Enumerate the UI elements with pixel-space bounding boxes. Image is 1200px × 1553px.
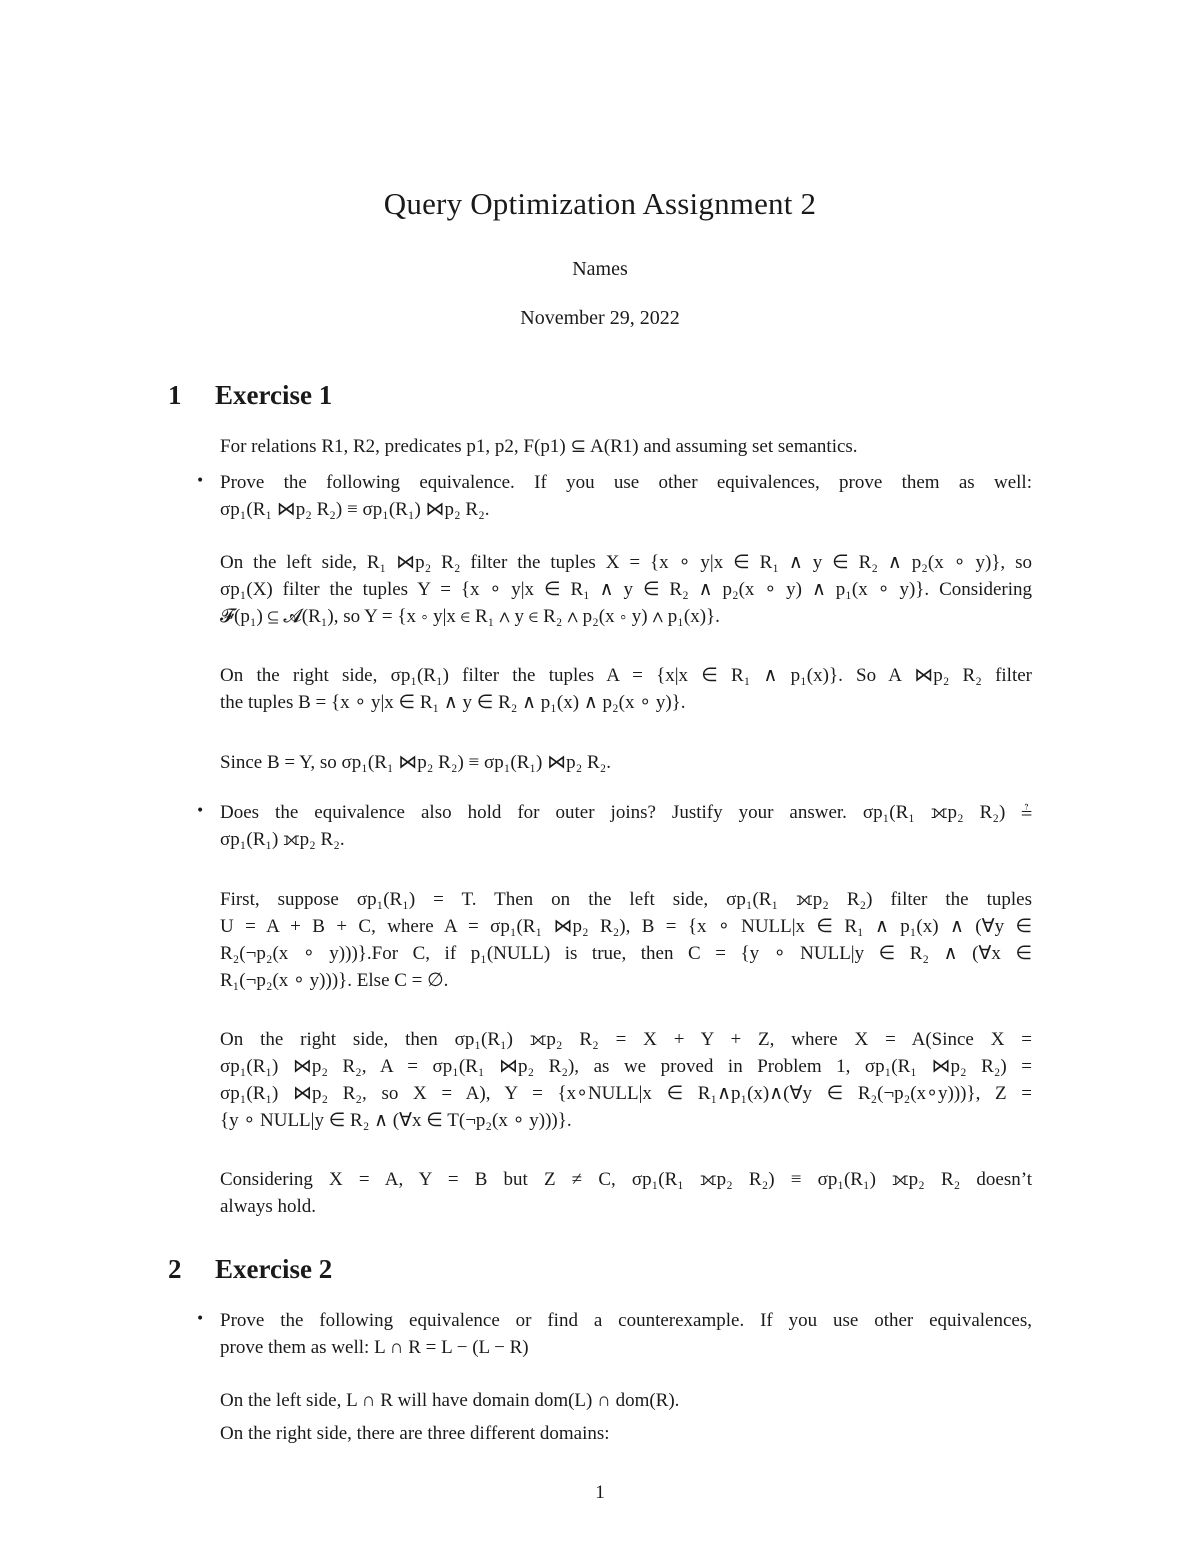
- ex1-para-1-line-1: On the left side, R₁ ⋈p₂ R₂ filter the tuples X = {x ∘ y|x ∈ R₁ ∧ y ∈ R₂ ∧ p₂(x ∘ y)}, so: [220, 552, 1032, 573]
- bullet-marker: •: [196, 473, 205, 489]
- section-heading-2: [168, 1254, 332, 1285]
- ex1-para-5-line-3: σp₁(R₁) ⋈p₂ R₂, so X = A), Y = {x∘NULL|x ∈ R₁∧p₁(x)∧(∀y ∈ R₂(¬p₂(x∘y)))}, Z =: [220, 1083, 1032, 1104]
- ex1-para-2-line-2: the tuples B = {x ∘ y|x ∈ R₁ ∧ y ∈ R₂ ∧ p₁(x) ∧ p₂(x ∘ y)}.: [220, 692, 686, 713]
- section-heading-1: [168, 380, 332, 411]
- bullet-marker: •: [196, 1311, 205, 1327]
- date-line: November 29, 2022: [520, 307, 680, 329]
- ex2-para-2: On the right side, there are three different domains:: [220, 1423, 610, 1444]
- section-title: Exercise 1: [215, 380, 333, 410]
- ex2-para-1: On the left side, L ∩ R will have domain dom(L) ∩ dom(R).: [220, 1390, 680, 1411]
- ex1-para-5-line-2: σp₁(R₁) ⋈p₂ R₂, A = σp₁(R₁ ⋈p₂ R₂), as we proved in Problem 1, σp₁(R₁ ⋈p₂ R₂) =: [220, 1056, 1032, 1077]
- ex2-bullet-1-line-2: prove them as well: L ∩ R = L − (L − R): [220, 1337, 529, 1358]
- ex1-bullet-1-line-1: Prove the following equivalence. If you use other equivalences, prove them as well:: [220, 472, 1032, 493]
- section-number: 1: [168, 380, 182, 410]
- ex1-bullet-2-line-1: Does the equivalence also hold for outer joins? Justify your answer. σp₁(R₁ ⟗p₂ R₂) ≟: [220, 802, 1032, 823]
- ex1-para-2-line-1: On the right side, σp₁(R₁) filter the tuples A = {x|x ∈ R₁ ∧ p₁(x)}. So A ⋈p₂ R₂ filter: [220, 665, 1032, 686]
- author-line: Names: [572, 258, 628, 280]
- ex1-para-4-line-1: First, suppose σp₁(R₁) = T. Then on the left side, σp₁(R₁ ⟗p₂ R₂) filter the tuples: [220, 889, 1032, 910]
- exercise-1-intro: For relations R1, R2, predicates p1, p2, F(p1) ⊆ A(R1) and assuming set semantics.: [220, 436, 858, 457]
- ex1-para-1-line-2: σp₁(X) filter the tuples Y = {x ∘ y|x ∈ R₁ ∧ y ∈ R₂ ∧ p₂(x ∘ y) ∧ p₁(x ∘ y)}. Considering: [220, 579, 1032, 600]
- ex1-bullet-2-line-2: σp₁(R₁) ⟗p₂ R₂.: [220, 829, 345, 850]
- ex1-para-5-line-4: {y ∘ NULL|y ∈ R₂ ∧ (∀x ∈ T(¬p₂(x ∘ y)))}.: [220, 1110, 572, 1131]
- section-title: Exercise 2: [215, 1254, 333, 1284]
- document-title: Query Optimization Assignment 2: [383, 186, 817, 221]
- section-number: 2: [168, 1254, 182, 1284]
- ex1-para-4-line-2: U = A + B + C, where A = σp₁(R₁ ⋈p₂ R₂), B = {x ∘ NULL|x ∈ R₁ ∧ p₁(x) ∧ (∀y ∈: [220, 916, 1032, 937]
- ex1-bullet-1-line-2: σp₁(R₁ ⋈p₂ R₂) ≡ σp₁(R₁) ⋈p₂ R₂.: [220, 499, 490, 520]
- ex2-bullet-1-line-1: Prove the following equivalence or find a counterexample. If you use other equivalences,: [220, 1310, 1032, 1331]
- ex1-para-1-line-3: 𝓕(p₁) ⊆ 𝓐(R₁), so Y = {x ∘ y|x ∈ R₁ ∧ y ∈ R₂ ∧ p₂(x ∘ y) ∧ p₁(x)}.: [220, 606, 720, 627]
- ex1-para-5-line-1: On the right side, then σp₁(R₁) ⟗p₂ R₂ = X + Y + Z, where X = A(Since X =: [220, 1029, 1032, 1050]
- ex1-para-6-line-1: Considering X = A, Y = B but Z ≠ C, σp₁(R₁ ⟗p₂ R₂) ≡ σp₁(R₁) ⟗p₂ R₂ doesn’t: [220, 1169, 1032, 1190]
- ex1-para-6-line-2: always hold.: [220, 1196, 317, 1217]
- bullet-marker: •: [196, 803, 205, 819]
- ex1-para-3: Since B = Y, so σp₁(R₁ ⋈p₂ R₂) ≡ σp₁(R₁) ⋈p₂ R₂.: [220, 752, 612, 773]
- ex1-para-4-line-3: R₂(¬p₂(x ∘ y)))}.For C, if p₁(NULL) is true, then C = {y ∘ NULL|y ∈ R₂ ∧ (∀x ∈: [220, 943, 1032, 964]
- page-number: 1: [595, 1482, 605, 1503]
- ex1-para-4-line-4: R₁(¬p₂(x ∘ y)))}. Else C = ∅.: [220, 970, 449, 991]
